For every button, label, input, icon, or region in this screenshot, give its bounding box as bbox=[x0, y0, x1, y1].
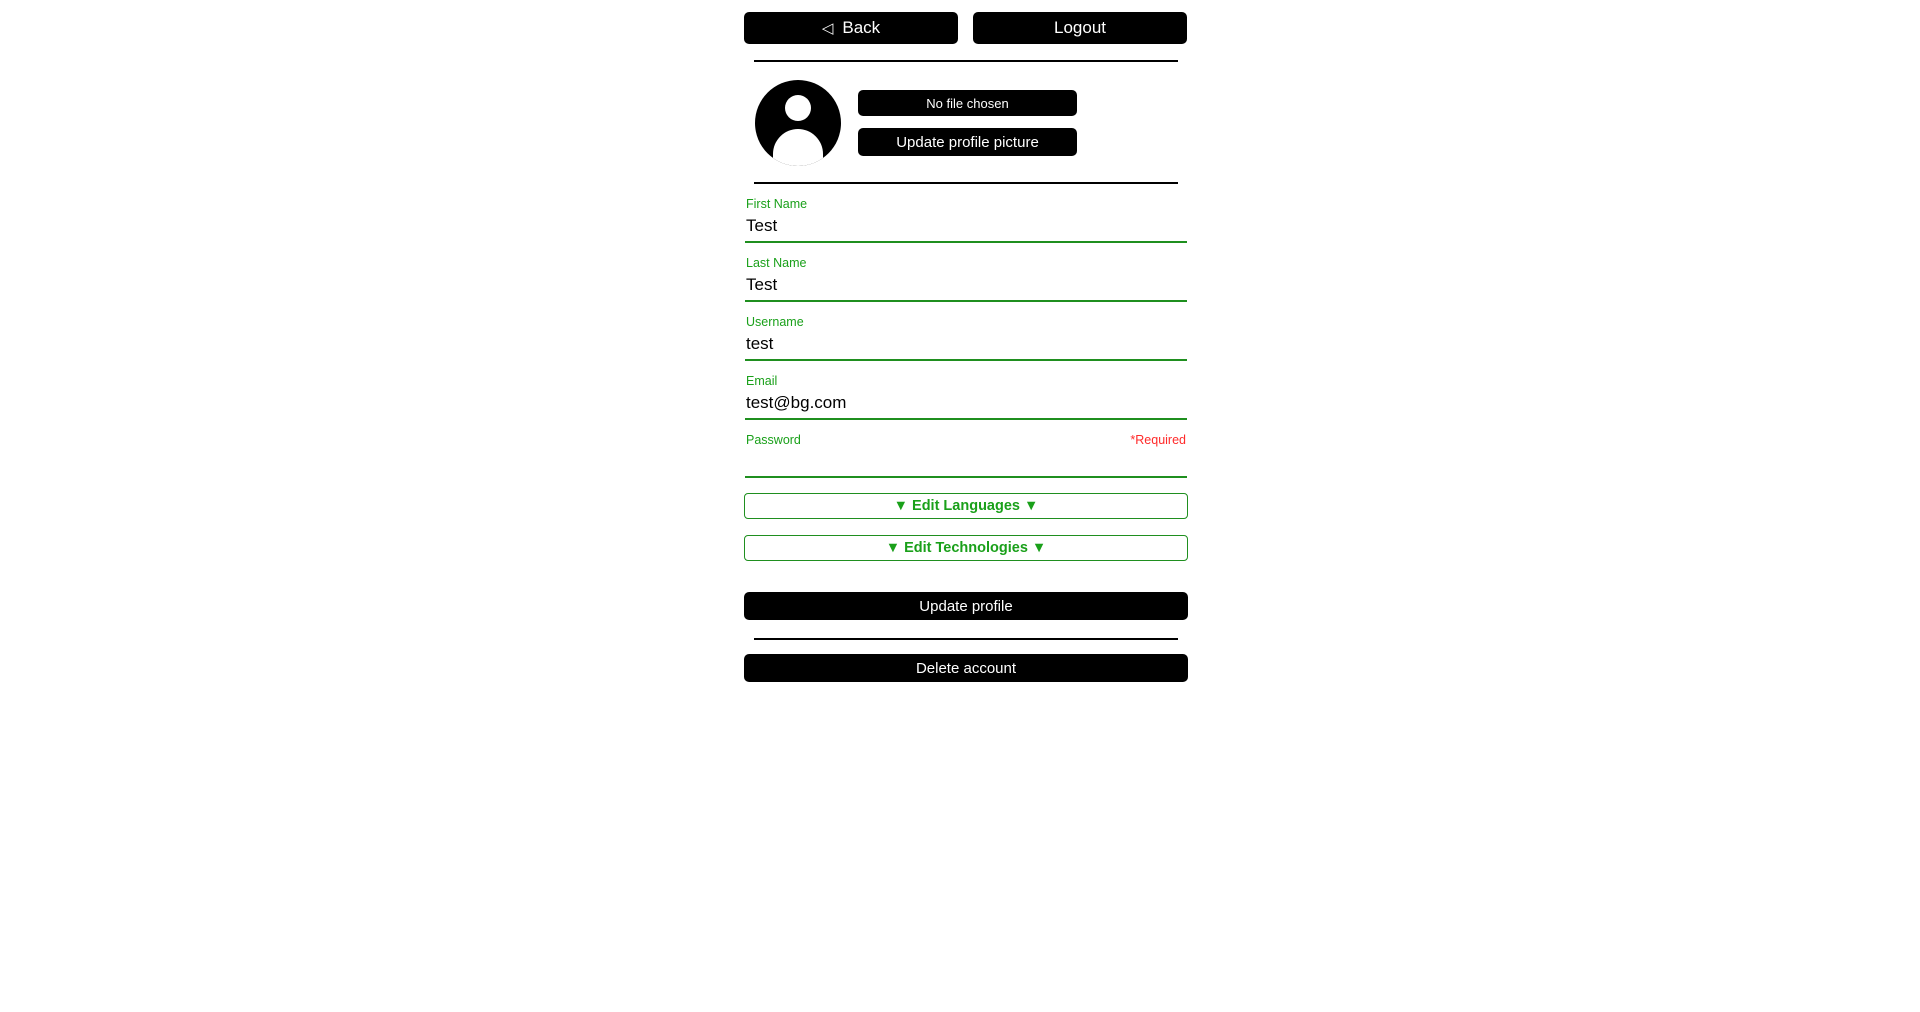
profile-form-container bbox=[744, 0, 1188, 682]
password-label-row bbox=[745, 433, 1187, 447]
avatar-body-shape bbox=[773, 129, 823, 166]
username-input[interactable] bbox=[745, 329, 1187, 361]
divider-bottom bbox=[754, 638, 1178, 640]
user-avatar-icon bbox=[755, 80, 841, 166]
top-button-row bbox=[744, 0, 1188, 44]
divider-middle bbox=[754, 182, 1178, 184]
username-label-row bbox=[745, 315, 1187, 329]
file-status-label: No file chosen bbox=[926, 95, 1009, 111]
last-name-input[interactable] bbox=[745, 270, 1187, 302]
back-button[interactable] bbox=[744, 12, 958, 44]
email-label: Email bbox=[746, 374, 778, 388]
field-username bbox=[744, 315, 1188, 361]
update-profile-picture-button[interactable] bbox=[858, 128, 1077, 156]
password-required-note: *Required bbox=[1130, 433, 1186, 447]
first-name-label-row bbox=[745, 197, 1187, 211]
choose-file-button[interactable] bbox=[858, 90, 1077, 116]
edit-languages-toggle[interactable]: ▼ Edit Languages ▼ bbox=[744, 493, 1188, 519]
back-button-label: Back bbox=[842, 18, 881, 37]
profile-picture-controls bbox=[858, 90, 1077, 156]
profile-picture-row bbox=[744, 80, 1188, 166]
field-last-name bbox=[744, 256, 1188, 302]
update-profile-button[interactable]: Update profile bbox=[744, 592, 1188, 620]
logout-button[interactable] bbox=[973, 12, 1187, 44]
email-label-row bbox=[745, 374, 1187, 388]
field-email bbox=[744, 374, 1188, 420]
first-name-input[interactable] bbox=[745, 211, 1187, 243]
username-label: Username bbox=[746, 315, 804, 329]
edit-technologies-toggle[interactable]: ▼ Edit Technologies ▼ bbox=[744, 535, 1188, 561]
last-name-label-row bbox=[745, 256, 1187, 270]
field-password bbox=[744, 433, 1188, 478]
delete-account-button[interactable]: Delete account bbox=[744, 654, 1188, 682]
first-name-label: First Name bbox=[746, 197, 808, 211]
last-name-label: Last Name bbox=[746, 256, 807, 270]
password-label: Password bbox=[746, 433, 801, 447]
triangle-left-icon: ◁ bbox=[821, 19, 834, 37]
password-input[interactable] bbox=[745, 447, 1187, 478]
update-profile-picture-label: Update profile picture bbox=[896, 133, 1039, 151]
divider-top bbox=[754, 60, 1178, 62]
logout-button-label: Logout bbox=[1054, 18, 1106, 37]
field-first-name bbox=[744, 197, 1188, 243]
avatar-head-shape bbox=[785, 95, 811, 121]
email-input[interactable] bbox=[745, 388, 1187, 420]
